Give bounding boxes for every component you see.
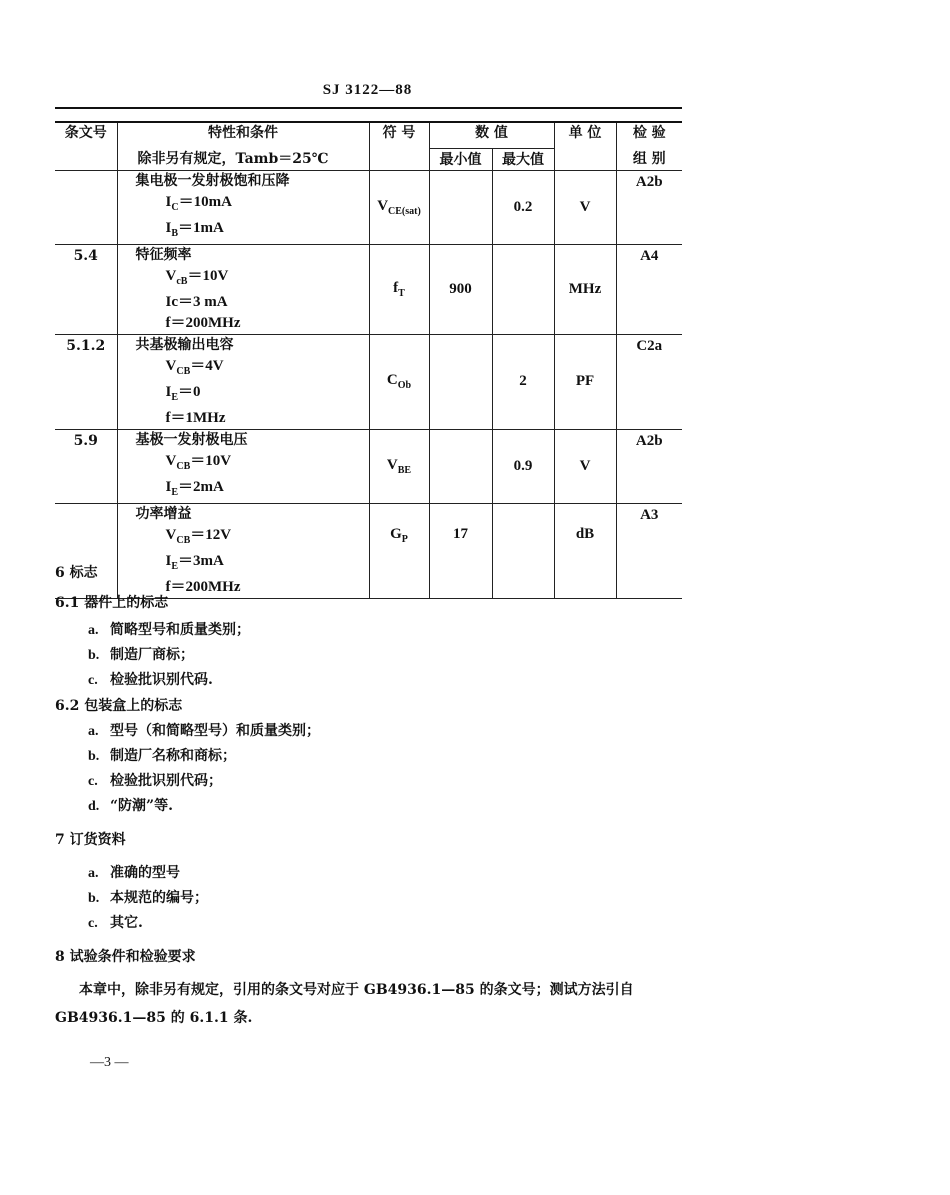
unit-cell: dB [554, 503, 616, 598]
clause-cell: 5.4 [55, 244, 117, 334]
group-cell: A4 [616, 244, 682, 334]
condition-line: Ic＝3 mA [165, 293, 228, 310]
characteristic-name: 功率增益 [135, 505, 192, 522]
header-min: 最小值 [429, 148, 492, 170]
symbol-cell: $G_P$ [369, 503, 429, 598]
max-cell: 0.9 [492, 429, 554, 503]
list-letter: b. [88, 891, 100, 906]
symbol-cell: $C_{Ob}$ [369, 334, 429, 429]
characteristic-cell [117, 334, 369, 429]
condition-line: $V_{CB}=12V$ [165, 526, 232, 546]
document-header: SJ 3122—88 [322, 82, 413, 98]
page-number: —3 — [90, 1055, 129, 1070]
list-letter: a. [88, 866, 99, 881]
group-cell: A2b [616, 170, 682, 244]
header-symbol: 符 号 [369, 122, 429, 170]
list-text: 检验批识别代码. [110, 672, 213, 688]
condition-line: $I_C=10mA$ [165, 193, 232, 213]
list-text: “防潮”等. [110, 798, 173, 814]
header-condition-note: 除非另有规定，Tamb＝25℃ [117, 148, 369, 170]
group-cell: A3 [616, 503, 682, 598]
characteristic-cell [117, 170, 369, 244]
header-value: 数 值 [429, 122, 554, 148]
condition-line: f＝200MHz [165, 578, 241, 595]
min-cell: 17 [429, 503, 492, 598]
unit-cell: V [554, 429, 616, 503]
list-letter: c. [88, 673, 98, 688]
list-letter: c. [88, 916, 98, 931]
list-text: 简略型号和质量类别； [110, 622, 250, 638]
header-clause: 条文号 [55, 122, 117, 170]
condition-line: $V_{cB}=10V$ [165, 267, 229, 287]
condition-line: $V_{CB}=10V$ [165, 452, 232, 472]
condition-line: $V_{CB}=4V$ [165, 357, 224, 377]
header-rule [55, 107, 682, 109]
list-item [55, 643, 695, 668]
clause-cell: 5.1.2 [55, 334, 117, 429]
header-group-bottom: 组 别 [616, 148, 682, 170]
max-cell: 0.2 [492, 170, 554, 244]
condition-line: $I_E=0$ [165, 383, 201, 403]
table-header-row [55, 122, 682, 148]
condition-line: f＝200MHz [165, 314, 241, 331]
list-item [55, 794, 695, 819]
characteristic-name: 集电极一发射极饱和压降 [135, 172, 290, 189]
header-unit: 单 位 [554, 122, 616, 170]
list-letter: b. [88, 749, 100, 764]
list-text: 准确的型号 [110, 865, 180, 881]
spec-table [55, 122, 682, 599]
header-characteristic: 特性和条件 [117, 122, 369, 148]
section-heading: 6.2 包装盒上的标志 [55, 698, 183, 714]
list-text: 制造厂名称和商标； [110, 748, 236, 764]
min-cell [429, 334, 492, 429]
list-item [55, 668, 695, 693]
unit-cell: PF [554, 334, 616, 429]
list-letter: a. [88, 724, 99, 739]
min-cell: 900 [429, 244, 492, 334]
group-cell: A2b [616, 429, 682, 503]
characteristic-cell [117, 244, 369, 334]
table-row [55, 170, 682, 244]
body-text [55, 560, 695, 1032]
group-cell: C2a [616, 334, 682, 429]
list-item [55, 769, 695, 794]
list-text: 本规范的编号； [110, 890, 208, 906]
header-max: 最大值 [492, 148, 554, 170]
section-heading: 8 试验条件和检验要求 [55, 949, 196, 965]
list-text: 制造厂商标； [110, 647, 194, 663]
unit-cell: V [554, 170, 616, 244]
section-paragraph: 本章中，除非另有规定，引用的条文号对应于 GB4936.1—85 的条文号；测试方法引自 GB4936.1—85 的 6.1.1 条. [55, 982, 634, 1026]
section-heading: 6.1 器件上的标志 [55, 595, 169, 611]
min-cell [429, 170, 492, 244]
section-heading: 7 订货资料 [55, 832, 126, 848]
list-item [55, 719, 695, 744]
clause-cell: 5.9 [55, 429, 117, 503]
max-cell: 2 [492, 334, 554, 429]
symbol-cell: $V_{CE(sat)}$ [369, 170, 429, 244]
max-cell [492, 244, 554, 334]
header-group-top: 检 验 [616, 122, 682, 148]
list-letter: c. [88, 774, 98, 789]
list-item [55, 744, 695, 769]
list-item [55, 911, 695, 936]
list-item [55, 886, 695, 911]
characteristic-cell [117, 429, 369, 503]
characteristic-name: 特征频率 [135, 246, 192, 263]
unit-cell: MHz [554, 244, 616, 334]
list-text: 型号（和简略型号）和质量类别； [110, 723, 320, 739]
characteristic-name: 基极一发射极电压 [135, 431, 248, 448]
min-cell [429, 429, 492, 503]
characteristic-name: 共基极输出电容 [135, 336, 234, 353]
list-text: 其它. [110, 915, 143, 931]
clause-cell [55, 170, 117, 244]
section-heading: 6 标志 [55, 565, 98, 581]
condition-line: $I_E=2mA$ [165, 478, 224, 498]
list-letter: a. [88, 623, 99, 638]
symbol-cell: $V_{BE}$ [369, 429, 429, 503]
symbol-cell: $f_T$ [369, 244, 429, 334]
list-letter: b. [88, 648, 100, 663]
list-item [55, 861, 695, 886]
condition-line: f＝1MHz [165, 409, 226, 426]
list-letter: d. [88, 799, 100, 814]
list-item [55, 618, 695, 643]
list-text: 检验批识别代码； [110, 773, 222, 789]
table-row [55, 429, 682, 503]
condition-line: $I_B=1mA$ [165, 219, 224, 239]
condition-line: $I_E=3mA$ [165, 552, 224, 572]
table-row [55, 244, 682, 334]
table-top-rule [55, 121, 682, 123]
table-row [55, 334, 682, 429]
